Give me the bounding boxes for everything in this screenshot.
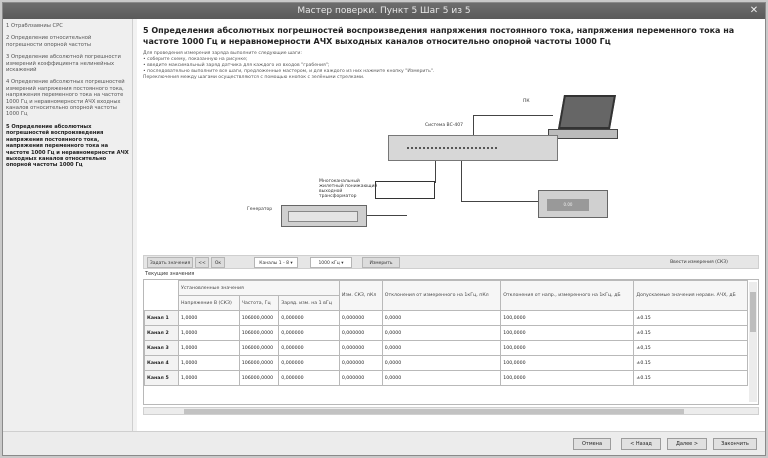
table-row — [145, 311, 748, 326]
cancel-button[interactable]: Отмена — [573, 438, 611, 450]
finish-button[interactable]: Закончить — [713, 438, 757, 450]
window-title: Мастер поверки. Пункт 5 Шаг 5 из 5 — [297, 6, 471, 16]
table-vertical-scrollbar[interactable] — [749, 282, 757, 402]
instruction-line: • последовательно выполните все шаги, предложенные мастером, и для каждого из них нажмите кнопку "Измерить". — [143, 69, 435, 74]
cell[interactable]: ±0.15 — [634, 356, 748, 371]
cell[interactable]: 100,0000 — [501, 326, 634, 341]
cell[interactable]: 100,0000 — [501, 311, 634, 326]
corner-cell — [145, 296, 179, 311]
table-row — [145, 341, 748, 356]
close-icon[interactable]: ✕ — [749, 5, 759, 16]
measurement-toolbar — [143, 255, 759, 269]
meter-icon — [538, 190, 608, 218]
generator-icon — [281, 205, 367, 227]
sidebar-step-5[interactable]: 5 Определение абсолютных погрешностей воспроизведения напряжения постоянного тока, напряжения переменного тока на частоте 1000 Гц и неравномерности АЧХ выходных каналов относительно опорной частоты 1000 Гц — [6, 123, 129, 169]
system-label: Система ВС-407 — [425, 123, 463, 128]
sidebar-step-2[interactable]: 2 Определение относительной погрешности опорной частоты — [6, 35, 92, 48]
cell[interactable]: 0,000000 — [279, 356, 340, 371]
cell[interactable]: 0,000000 — [279, 371, 340, 386]
cell[interactable]: 0,0000 — [382, 371, 500, 386]
meter-display: 0.00 — [547, 199, 589, 211]
generator-label: Генератор — [247, 207, 273, 212]
laptop-base — [548, 129, 618, 139]
laptop-icon — [558, 95, 616, 129]
col-header: Напряжение В (СКЗ) — [179, 296, 240, 311]
channels-select[interactable]: Каналы 1 - 8 ▾ — [254, 257, 298, 268]
cell[interactable]: 100,0000 — [501, 341, 634, 356]
cell[interactable]: 0,000000 — [279, 341, 340, 356]
range-select[interactable]: 1000 кГц ▾ — [310, 257, 352, 268]
rack-device-icon — [388, 135, 558, 161]
ok-button[interactable]: Ок — [211, 257, 225, 268]
cell[interactable]: 1,0000 — [179, 356, 240, 371]
cell[interactable]: 106000,0000 — [239, 356, 279, 371]
instruction-line: • соберите схему, показанную на рисунке; — [143, 57, 248, 62]
wire — [367, 215, 407, 216]
sidebar-step-3[interactable]: 3 Определение абсолютной погрешности измерений коэффициента нелинейных искажений — [6, 54, 121, 74]
row-header: Канал 5 — [145, 371, 179, 386]
instruction-line: Переключения между шагами осуществляются с помощью кнопок с зелёными стрелками. — [143, 75, 365, 80]
adapter-block — [375, 181, 435, 199]
adapter-label: Многоканальный жилетный понижающий выходной трансформатор — [319, 179, 378, 199]
table-row — [145, 356, 748, 371]
step-heading: 5 Определения абсолютных погрешностей воспроизведения напряжения постоянного тока, напряжения переменного тока на частоте 1000 Гц и неравномерности АЧХ выходных каналов относительно опорной частоты 1000 Гц — [143, 26, 735, 46]
cell[interactable]: 1,0000 — [179, 341, 240, 356]
cell[interactable]: 0,000000 — [279, 311, 340, 326]
row-header: Канал 2 — [145, 326, 179, 341]
cell[interactable]: 106000,0000 — [239, 326, 279, 341]
wizard-window — [2, 2, 766, 456]
group-header: Установленные значения — [179, 281, 340, 296]
results-table — [144, 280, 748, 386]
cell[interactable]: 0,0000 — [382, 311, 500, 326]
cell[interactable]: 0,000000 — [339, 356, 382, 371]
cell[interactable]: 0,0000 — [382, 356, 500, 371]
cell[interactable]: ±0,15 — [634, 341, 748, 356]
cell[interactable]: 100,0000 — [501, 356, 634, 371]
cell[interactable]: 1,0000 — [179, 371, 240, 386]
scroll-thumb[interactable] — [750, 292, 756, 332]
table-horizontal-scrollbar[interactable] — [143, 407, 759, 415]
wire — [461, 161, 462, 201]
current-values-label: Текущие значения — [145, 271, 195, 277]
pc-label: ПК — [523, 99, 530, 104]
title-bar — [3, 3, 765, 19]
cell[interactable]: 0,000000 — [339, 371, 382, 386]
result-label: Ввести измерения (СКЗ) — [670, 260, 728, 265]
wire — [473, 115, 553, 116]
generator-display — [288, 211, 358, 222]
step-content — [137, 19, 765, 431]
cell[interactable]: 106000,0000 — [239, 311, 279, 326]
instructions — [143, 51, 759, 81]
prev-value-button[interactable]: << — [195, 257, 209, 268]
row-header: Канал 1 — [145, 311, 179, 326]
steps-sidebar — [3, 19, 133, 431]
wire — [435, 161, 436, 183]
cell[interactable]: 0,000000 — [279, 326, 340, 341]
col-header: Частота, Гц — [239, 296, 279, 311]
cell[interactable]: 106000,0000 — [239, 371, 279, 386]
col-header: Допускаемые значения неравн. АЧХ, дБ — [634, 281, 748, 311]
cell[interactable]: 0,000000 — [339, 311, 382, 326]
cell[interactable]: ±0.15 — [634, 311, 748, 326]
table-row — [145, 326, 748, 341]
wire — [461, 201, 539, 202]
instruction-line: • введите максимальный заряд датчика для каждого из входов "грабения"; — [143, 63, 330, 68]
wizard-footer — [3, 431, 765, 455]
cell[interactable]: 0,000000 — [339, 326, 382, 341]
instruction-line: Для проведения измерения заряда выполните следующие шаги: — [143, 51, 302, 56]
col-header: Отклонения от измеренного на 1кГц, пКл — [382, 281, 500, 311]
measure-button[interactable]: Измерить — [362, 257, 400, 268]
back-button[interactable]: < Назад — [621, 438, 661, 450]
col-header: Отклонения от напр., измеренного на 1кГц, дБ — [501, 281, 634, 311]
wire — [473, 115, 474, 135]
col-header: Заряд. изм. на 1 вГц — [279, 296, 340, 311]
corner-cell — [145, 281, 179, 296]
row-header: Канал 4 — [145, 356, 179, 371]
table-row — [145, 371, 748, 386]
results-table-container — [143, 279, 759, 405]
cell[interactable]: 100,0000 — [501, 371, 634, 386]
sidebar-step-4[interactable]: 4 Определение абсолютных погрешностей измерений напряжения постоянного тока, напряжения переменного тока на частоте 1000 Гц и неравномерности АЧХ входных каналов относительно опорной частоты 1000 Гц — [6, 79, 125, 118]
table-header-row — [145, 281, 748, 296]
set-values-button[interactable]: Задать значения — [147, 257, 193, 268]
cell[interactable]: 106000,0000 — [239, 341, 279, 356]
connection-diagram — [143, 85, 759, 237]
cell[interactable]: 1,0000 — [179, 326, 240, 341]
col-header: Изм. СКЗ, пКл — [339, 281, 382, 311]
ports — [407, 147, 497, 153]
scroll-thumb[interactable] — [184, 409, 684, 414]
cell[interactable]: 0,0000 — [382, 341, 500, 356]
cell[interactable]: ±0.15 — [634, 371, 748, 386]
next-button[interactable]: Далее > — [667, 438, 707, 450]
row-header: Канал 3 — [145, 341, 179, 356]
cell[interactable]: ±0.15 — [634, 326, 748, 341]
cell[interactable]: 1,0000 — [179, 311, 240, 326]
sidebar-step-1[interactable]: 1 Отраблзавниы СРС — [6, 23, 63, 29]
cell[interactable]: 0,0000 — [382, 326, 500, 341]
cell[interactable]: 0,000000 — [339, 341, 382, 356]
